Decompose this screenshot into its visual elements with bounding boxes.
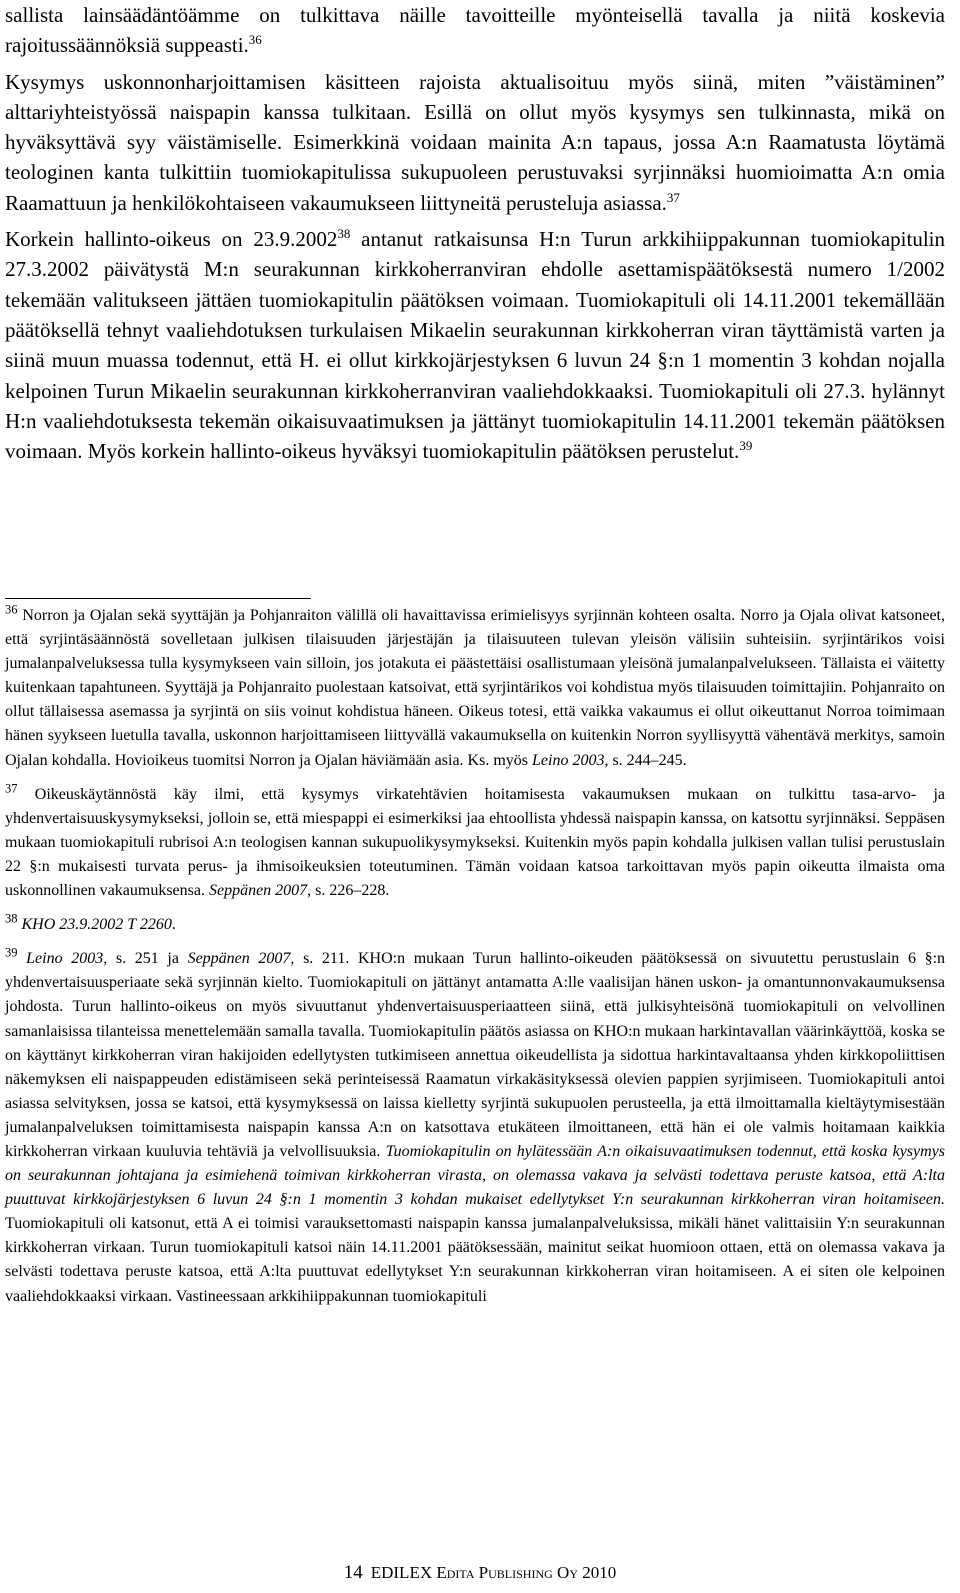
paragraph-3 [5,224,945,466]
footnote-text: Norron ja Ojalan sekä syyttäjän ja Pohjanraiton välillä oli havaittavissa erimielisyys syrjinnän kohteen osalta. Norro ja Ojala olivat katsoneet, että syrjintäsäännöstä sovelletaan julkisen tilaisuuden järjestäjän ja tilaisuuteen tulevan yleisön välisiin suhteisiin. syrjintärikos voisi jumalanpalveluksessa tulla kysymykseen vain silloin, jos jotakuta ei päästettäisi osallistumaan yleisönä jumalanpalvelukseen. Tällaista ei väitetty kuitenkaan tapahtuneen. Syyttäjä ja Pohjanraito puolestaan katsoivat, että syrjintärikos voi kohdistua myös tilaisuuden toimittajiin. Pohjanraito on ollut tällaisessa asemassa ja syrjintä on siis voinut kohdistua häneen. Oikeus totesi, että vaikka vakaumus ei ollut oikeuttanut Norroa toimimaan hänen syykseen luetulla tavalla, uskonnon harjoittamiseen liittyvällä vakaumuksella on kuitenkin Norron syyllisyyttä vähentävä merkitys, samoin Ojalan kohdalla. Hovioikeus tuomitsi Norron ja Ojalan häviämään asia. Ks. myös [5,607,946,769]
footnote-36 [5,604,945,773]
footnote-number: 37 [5,781,18,796]
citation: Seppänen 2007 [208,882,308,900]
main-text [5,0,945,466]
quoted-decision: Tuomiokapitulin on hylätessään A:n oikaisuvaatimuksen todennut, että koska kysymys on seurakunnan johtajana ja esimiehenä toimivan kirkkoherran virasta, on olemassa vakava ja selvästi todettava peruste katsoa, että A:lta puuttuvat kirkkojärjestyksen 6 luvun 24 §:n 1 momentin 3 kohdan mukaiset edellytykset Y:n seurakunnan kirkkoherran viran hoitamiseen. [5,1142,946,1209]
paragraph-2-text: Kysymys uskonnonharjoittamisen käsitteen rajoista aktualisoituu myös siinä, miten ”väistäminen” alttariyhteistyössä naispapin kanssa tulkitaan. Esillä on ollut myös kysymys sen tulkinnasta, mikä on hyväksyttävä syy väistämiselle. Esimerkkinä voidaan mainita A:n tapaus, jossa A:n Raamatusta löytämä teologinen kanta tulkittiin tuomiokapitulissa sukupuoleen perustuvaksi syrjinnäksi huomioimatta A:n omia Raamattuun ja henkilökohtaiseen vakaumukseen liittyneitä perusteluja asiassa. [5,69,945,215]
footnote-number: 36 [5,602,18,617]
citation: Leino 2003 [26,950,104,968]
footnote-separator [5,598,311,599]
paragraph-1-text: sallista lainsäädäntöämme on tulkittava näille tavoitteille myönteisellä tavalla ja niitä koskevia rajoitussäännöksiä suppeasti. [5,3,945,58]
page-footer [0,1562,960,1584]
footnote-38 [5,913,945,937]
footnote-text-end: , s. 226–228. [307,882,390,900]
page-number: 14 [343,1562,363,1583]
footnote-number: 38 [5,911,18,926]
footnote-ref-36[interactable]: 36 [248,32,262,48]
footnote-ref-39[interactable]: 39 [739,438,753,454]
footnote-text: , s. 211. KHO:n mukaan Turun hallinto-oikeuden päätöksessä on sivuutettu perustuslain 6 §:n yhdenvertaisuusperiaate sekä syrjinnän kielto. Tuomiokapituli on jättänyt antamatta A:lle vaalisijan hänen uskon- ja omantunnonvakaumuksensa johdosta. Turun hallinto-oikeus on myös sivuuttanut yhdenvertaisuusperiaatteen siinä, että julkisyhteisönä tuomiokapituli on velvollinen samanlaisissa tilanteissa menettelemään samalla tavalla. Tuomiokapitulin päätös asiassa on KHO:n mukaan harkintavallan väärinkäyttöä, koska se on käyttänyt kirkkoherran viran hakijoiden edellytysten tutkimiseen annettua oikeudellista ja sidottua harkintavaltaansa yhden kirkkopoliittisen näkemyksen eli naispappeuden edistämiseen sekä perinteisessä Raamatun virkakäsityksessä olevien pappien syrjimiseen. Tuomiokapituli antoi asiassa selvityksen, jossa se katsoi, että kysymyksessä on laissa kielletty syrjintä sukupuolen perusteella, ja että ilmoittamalla kieltäytymisestään jumalanpalveluksen toimittamisesta naispapin kanssa A:n on katsottava etukäteen ilmoittaneen, että hän ei ole valmis hoitamaan kaikkia kirkkoherran virkaan kuuluvia tehtäviä ja velvollisuuksia. [5,950,946,1160]
citation: Seppänen 2007 [187,950,291,968]
citation: KHO 23.9.2002 T 2260 [21,916,172,934]
footnotes [5,604,945,1309]
footnote-text: Oikeuskäytännöstä käy ilmi, että kysymys virkatehtävien hoitamisesta vakaumuksen mukaan on tulkittu tasa-arvo- ja yhdenvertaisuuskysymykseksi, jolloin se, että miespappi ei esimerkiksi jaa ehtoollista yhdessä naispapin kanssa, on katsottu syrjinnäksi. Seppäsen mukaan tuomiokapituli rubrisoi A:n teologisen kannan sukupuolikysymykseksi. Kuitenkin myös papin kohdalla julkisen vallan tulisi perustuslain 22 §:n mukaisesti turvata perus- ja ihmisoikeuksien toteutuminen. Tämän voidaan katsoa tarkoittavan myös papin oikeutta ilmaista oma uskonnollinen vakaumuksensa. [5,785,946,900]
footnote-39 [5,947,945,1308]
footnote-text-end: . [171,916,176,934]
footnote-ref-38[interactable]: 38 [337,226,351,242]
paragraph-1 [5,0,945,61]
paragraph-2 [5,67,945,218]
footnote-text: , s. 251 ja [103,950,188,968]
footnote-text-end: , s. 244–245. [604,751,687,769]
footnote-ref-37[interactable]: 37 [666,189,680,205]
footnote-number: 39 [5,945,18,960]
footnote-37 [5,783,945,903]
paragraph-3-text-b: antanut ratkaisunsa H:n Turun arkkihiippakunnan tuomiokapitulin 27.3.2002 päivätystä M:n seurakunnan kirkkoherranviran ehdolle asettamispäätöksestä numero 1/2002 tekemään valitukseen jättäen tuomiokapitulin päätöksen voimaan. Tuomiokapituli oli 14.11.2001 tekemällään päätöksellä tehnyt vaaliehdotuksen turkulaisen Mikaelin seurakunnan kirkkoherran viran täyttämistä varten ja siinä muun muassa todennut, että H. ei ollut kirkkojärjestyksen 6 luvun 24 §:n 1 momentin 3 kohdan nojalla kelpoinen Turun Mikaelin seurakunnan kirkkoherranviran vaaliehdokkaaksi. Tuomiokapituli oli 27.3. hylännyt H:n vaaliehdotuksesta tekemän oikaisuvaatimuksen ja jättänyt tuomiokapitulin 14.11.2001 tekemän päätöksen voimaan. Myös korkein hallinto-oikeus hyväksyi tuomiokapitulin päätöksen perustelut. [5,227,945,464]
paragraph-3-text-a: Korkein hallinto-oikeus on 23.9.2002 [5,227,338,252]
citation: Leino 2003 [532,751,605,769]
document-page [5,0,945,466]
footnote-text-end: Tuomiokapituli oli katsonut, että A ei toimisi varauksettomasti naispapin kanssa jumalanpalveluksissa, mikäli hänet valittaisiin Y:n seurakunnan kirkkoherran virkaan. Turun tuomiokapituli katsoi näin 14.11.2001 päätöksessään, mainitut seikat huomioon ottaen, että on olemassa vakava ja selvästi todettava peruste katsoa, että A:lta puuttuvat edellytykset Y:n seurakunnan kirkkoherran viran hoitamiseen. A ei siten ole kelpoinen vaaliehdokkaaksi virkaan. Vastineessaan arkkihiippakunnan tuomiokapituli [5,1215,945,1305]
publisher-line: EDILEX Edita Publishing Oy 2010 [370,1563,617,1582]
